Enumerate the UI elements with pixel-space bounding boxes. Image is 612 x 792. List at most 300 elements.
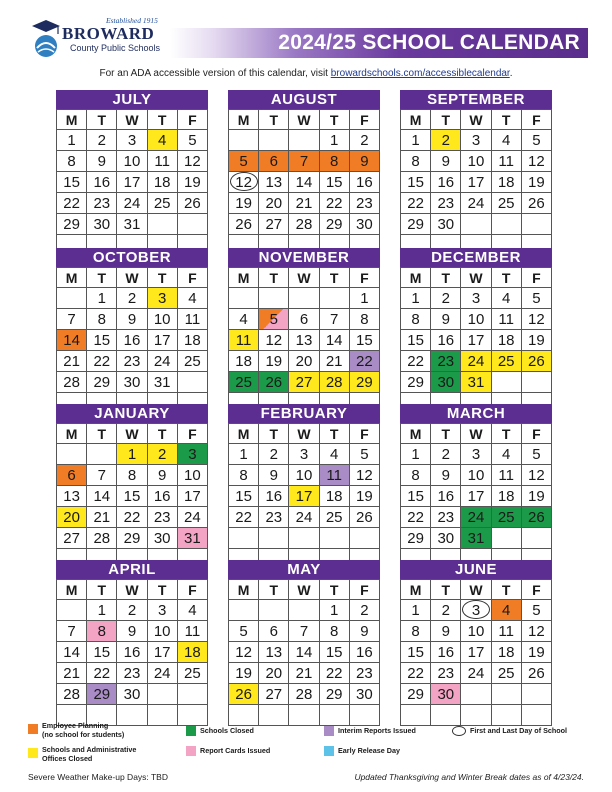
day-cell[interactable] [178,172,208,193]
day-cell[interactable] [259,444,289,465]
day-cell[interactable] [492,193,522,214]
day-cell[interactable] [178,288,208,309]
day-cell[interactable] [350,663,380,684]
day-cell[interactable] [259,684,289,705]
day-cell[interactable] [431,214,461,235]
day-cell[interactable] [320,642,350,663]
day-cell[interactable] [117,486,147,507]
day-cell[interactable] [117,288,147,309]
day-cell[interactable] [522,663,552,684]
day-cell[interactable] [117,130,147,151]
empty-cell [522,372,552,393]
day-cell[interactable] [57,351,87,372]
day-cell[interactable] [148,507,178,528]
day-cell[interactable] [401,151,431,172]
day-cell[interactable] [148,465,178,486]
day-cell[interactable] [117,621,147,642]
day-cell[interactable] [229,663,259,684]
day-cell[interactable] [57,309,87,330]
day-cell[interactable] [289,172,319,193]
day-cell[interactable] [87,130,117,151]
day-cell[interactable] [522,351,552,372]
day-cell[interactable] [320,600,350,621]
day-cell[interactable] [178,351,208,372]
day-cell[interactable] [229,330,259,351]
month-may [228,560,380,726]
day-cell[interactable] [401,172,431,193]
day-cell[interactable] [350,444,380,465]
day-cell[interactable] [117,151,147,172]
ada-tail: . [509,68,513,79]
day-cell[interactable] [117,528,147,549]
day-cell[interactable] [522,465,552,486]
day-cell[interactable] [148,172,178,193]
day-cell[interactable] [117,330,147,351]
day-cell[interactable] [461,507,491,528]
day-cell[interactable] [522,288,552,309]
day-cell[interactable] [148,372,178,393]
day-cell[interactable] [87,214,117,235]
day-number: 12 [528,623,545,640]
day-number: 15 [123,488,141,505]
day-cell[interactable] [461,172,491,193]
day-cell[interactable] [522,151,552,172]
day-cell[interactable] [57,684,87,705]
day-number: 16 [265,488,283,505]
day-cell[interactable] [401,214,431,235]
day-cell[interactable] [117,372,147,393]
day-cell[interactable] [492,507,522,528]
day-cell[interactable] [259,193,289,214]
day-cell[interactable] [87,172,117,193]
day-cell[interactable] [320,193,350,214]
day-cell[interactable] [259,621,289,642]
day-cell[interactable] [431,465,461,486]
day-cell[interactable] [401,351,431,372]
day-cell[interactable] [350,507,380,528]
day-cell[interactable] [229,642,259,663]
day-cell[interactable] [87,288,117,309]
day-cell[interactable] [431,600,461,621]
day-number: 28 [325,374,343,391]
day-cell[interactable] [259,172,289,193]
day-cell[interactable] [117,193,147,214]
day-cell[interactable] [350,684,380,705]
day-cell[interactable] [259,465,289,486]
day-cell[interactable] [259,642,289,663]
day-cell[interactable] [522,172,552,193]
day-cell[interactable] [401,288,431,309]
day-cell[interactable] [178,309,208,330]
day-cell[interactable] [229,486,259,507]
day-cell[interactable] [57,642,87,663]
day-cell[interactable] [431,151,461,172]
day-cell[interactable] [229,351,259,372]
day-cell[interactable] [350,600,380,621]
day-cell[interactable] [87,642,117,663]
day-cell[interactable] [461,642,491,663]
day-cell[interactable] [259,330,289,351]
day-cell[interactable] [431,172,461,193]
day-cell[interactable] [401,621,431,642]
day-number: 20 [265,195,283,212]
day-cell[interactable] [492,663,522,684]
day-cell[interactable] [522,130,552,151]
day-cell[interactable] [461,621,491,642]
day-cell[interactable] [178,151,208,172]
day-cell[interactable] [117,172,147,193]
day-number: 24 [467,195,485,212]
day-cell[interactable] [350,372,380,393]
day-number: 1 [411,602,420,619]
day-cell[interactable] [492,621,522,642]
day-cell[interactable] [259,351,289,372]
day-cell[interactable] [57,465,87,486]
day-cell[interactable] [522,621,552,642]
day-cell[interactable] [289,214,319,235]
day-cell[interactable] [57,372,87,393]
day-cell[interactable] [289,372,319,393]
day-cell[interactable] [148,288,178,309]
day-cell[interactable] [148,600,178,621]
day-cell[interactable] [320,507,350,528]
day-cell[interactable] [320,465,350,486]
day-cell[interactable] [87,486,117,507]
day-cell[interactable] [492,130,522,151]
day-cell[interactable] [492,444,522,465]
day-cell[interactable] [289,444,319,465]
day-cell[interactable] [229,507,259,528]
day-cell[interactable] [259,507,289,528]
day-cell[interactable] [492,600,522,621]
day-cell[interactable] [492,288,522,309]
day-cell[interactable] [289,151,319,172]
day-number: 26 [265,374,283,391]
day-cell[interactable] [148,642,178,663]
day-cell[interactable] [320,684,350,705]
day-cell[interactable] [461,288,491,309]
day-number: 23 [153,509,171,526]
day-cell[interactable] [320,351,350,372]
day-cell[interactable] [148,130,178,151]
day-cell[interactable] [350,309,380,330]
day-cell[interactable] [178,193,208,214]
day-cell[interactable] [492,309,522,330]
day-cell[interactable] [320,330,350,351]
day-cell[interactable] [350,172,380,193]
day-cell[interactable] [522,193,552,214]
day-number: 28 [63,686,80,703]
day-cell[interactable] [320,486,350,507]
day-number: 24 [467,509,485,526]
day-cell[interactable] [350,621,380,642]
day-cell[interactable] [259,486,289,507]
day-cell[interactable] [148,444,178,465]
day-number: 23 [437,195,455,212]
day-number: 15 [356,332,373,349]
day-cell[interactable] [492,151,522,172]
day-cell[interactable] [178,507,208,528]
day-cell[interactable] [148,309,178,330]
day-cell[interactable] [57,214,87,235]
day-cell[interactable] [320,444,350,465]
day-cell[interactable] [117,465,147,486]
day-cell[interactable] [431,330,461,351]
day-number: 21 [295,195,313,212]
day-cell[interactable] [461,444,491,465]
day-cell[interactable] [401,528,431,549]
day-cell[interactable] [117,663,147,684]
day-cell[interactable] [289,309,319,330]
broward-logo[interactable] [28,16,178,60]
day-cell[interactable] [148,151,178,172]
day-cell[interactable] [229,372,259,393]
day-cell[interactable] [401,507,431,528]
legend-employee-planning-label: Employee Planning [42,721,109,730]
day-cell[interactable] [401,444,431,465]
day-cell[interactable] [431,130,461,151]
day-cell[interactable] [320,309,350,330]
day-cell[interactable] [178,642,208,663]
day-cell[interactable] [350,465,380,486]
day-cell[interactable] [350,642,380,663]
day-cell[interactable] [431,663,461,684]
day-cell[interactable] [289,351,319,372]
day-cell[interactable] [117,600,147,621]
day-cell[interactable] [522,309,552,330]
day-cell[interactable] [401,309,431,330]
day-cell[interactable] [178,465,208,486]
day-cell[interactable] [320,214,350,235]
day-cell[interactable] [431,351,461,372]
day-cell[interactable] [229,151,259,172]
day-cell[interactable] [229,684,259,705]
day-cell[interactable] [401,663,431,684]
day-cell[interactable] [87,465,117,486]
day-cell[interactable] [259,151,289,172]
day-cell[interactable] [289,330,319,351]
day-cell[interactable] [461,663,491,684]
day-cell[interactable] [289,507,319,528]
day-cell[interactable] [350,351,380,372]
day-cell[interactable] [401,372,431,393]
day-cell[interactable] [117,309,147,330]
day-cell[interactable] [401,486,431,507]
day-cell[interactable] [178,663,208,684]
month-title: SEPTEMBER [400,90,552,109]
day-cell[interactable] [431,528,461,549]
day-cell[interactable] [320,621,350,642]
day-cell[interactable] [320,372,350,393]
accessible-calendar-link[interactable]: browardschools.com/accessiblecalendar [330,68,510,79]
day-cell[interactable] [57,528,87,549]
day-cell[interactable] [401,684,431,705]
day-cell[interactable] [178,528,208,549]
day-cell[interactable] [229,172,259,193]
day-cell[interactable] [522,600,552,621]
day-cell[interactable] [117,642,147,663]
day-cell[interactable] [289,465,319,486]
day-cell[interactable] [289,642,319,663]
day-number: 4 [188,602,197,619]
day-number: 10 [123,153,141,170]
day-cell[interactable] [87,193,117,214]
day-cell[interactable] [87,621,117,642]
day-cell[interactable] [148,663,178,684]
day-cell[interactable] [57,486,87,507]
day-cell[interactable] [431,193,461,214]
day-cell[interactable] [320,151,350,172]
day-cell[interactable] [461,151,491,172]
day-cell[interactable] [461,130,491,151]
day-cell[interactable] [57,663,87,684]
day-cell[interactable] [178,621,208,642]
day-cell[interactable] [522,507,552,528]
day-cell[interactable] [178,330,208,351]
day-cell[interactable] [522,642,552,663]
day-cell[interactable] [431,288,461,309]
day-cell[interactable] [431,621,461,642]
day-cell[interactable] [461,600,491,621]
day-cell[interactable] [117,444,147,465]
day-cell[interactable] [350,193,380,214]
day-number: 15 [93,332,111,349]
day-cell[interactable] [229,621,259,642]
day-number: 30 [437,530,455,547]
day-cell[interactable] [289,663,319,684]
day-cell[interactable] [431,684,461,705]
day-cell[interactable] [492,465,522,486]
day-cell[interactable] [350,288,380,309]
day-cell[interactable] [87,351,117,372]
day-cell[interactable] [87,372,117,393]
day-cell[interactable] [229,465,259,486]
day-cell[interactable] [57,507,87,528]
day-cell[interactable] [117,684,147,705]
day-number: 13 [265,644,283,661]
day-cell[interactable] [492,330,522,351]
day-cell[interactable] [461,528,491,549]
day-cell[interactable] [350,214,380,235]
day-cell[interactable] [461,465,491,486]
day-cell[interactable] [289,621,319,642]
day-cell[interactable] [178,130,208,151]
day-cell[interactable] [522,330,552,351]
day-cell[interactable] [148,528,178,549]
day-cell[interactable] [148,486,178,507]
day-cell[interactable] [431,444,461,465]
day-cell[interactable] [87,151,117,172]
day-cell[interactable] [401,130,431,151]
day-cell[interactable] [117,507,147,528]
day-cell[interactable] [350,151,380,172]
day-cell[interactable] [178,486,208,507]
day-cell[interactable] [431,507,461,528]
day-cell[interactable] [87,330,117,351]
day-cell[interactable] [57,330,87,351]
day-cell[interactable] [461,193,491,214]
day-cell[interactable] [229,444,259,465]
day-number: 12 [265,332,283,349]
day-cell[interactable] [492,351,522,372]
day-cell[interactable] [431,486,461,507]
day-cell[interactable] [461,309,491,330]
day-cell[interactable] [229,193,259,214]
month-title: JANUARY [56,404,208,423]
day-cell[interactable] [461,486,491,507]
day-cell[interactable] [350,330,380,351]
month-days-grid [400,109,552,256]
day-cell[interactable] [87,528,117,549]
day-cell[interactable] [401,330,431,351]
day-cell[interactable] [492,642,522,663]
day-cell[interactable] [57,193,87,214]
day-cell[interactable] [522,486,552,507]
day-cell[interactable] [289,486,319,507]
day-cell[interactable] [178,444,208,465]
day-cell[interactable] [401,642,431,663]
day-number: 22 [93,353,111,370]
day-cell[interactable] [320,130,350,151]
day-cell[interactable] [259,663,289,684]
day-cell[interactable] [350,486,380,507]
day-cell[interactable] [401,465,431,486]
day-cell[interactable] [461,351,491,372]
day-cell[interactable] [431,372,461,393]
day-cell[interactable] [229,309,259,330]
day-cell[interactable] [289,193,319,214]
day-number: 2 [97,132,106,149]
day-cell[interactable] [148,621,178,642]
day-cell[interactable] [57,151,87,172]
day-cell[interactable] [492,486,522,507]
day-cell[interactable] [57,172,87,193]
day-cell[interactable] [148,351,178,372]
day-cell[interactable] [87,600,117,621]
day-cell[interactable] [259,372,289,393]
day-cell[interactable] [289,684,319,705]
day-cell[interactable] [401,600,431,621]
day-cell[interactable] [320,663,350,684]
day-cell[interactable] [259,309,289,330]
day-cell[interactable] [57,621,87,642]
day-cell[interactable] [431,642,461,663]
day-cell[interactable] [461,330,491,351]
day-cell[interactable] [117,214,147,235]
day-cell[interactable] [87,507,117,528]
day-cell[interactable] [87,663,117,684]
day-cell[interactable] [461,372,491,393]
day-cell[interactable] [87,684,117,705]
day-cell[interactable] [178,600,208,621]
day-cell[interactable] [87,309,117,330]
day-cell[interactable] [117,351,147,372]
day-cell[interactable] [148,330,178,351]
day-cell[interactable] [57,130,87,151]
day-cell[interactable] [522,444,552,465]
ada-text: For an ADA accessible version of this calendar, visit [99,68,331,79]
day-cell[interactable] [259,214,289,235]
day-cell[interactable] [401,193,431,214]
day-number: 8 [330,153,339,170]
day-cell[interactable] [492,172,522,193]
day-cell[interactable] [350,130,380,151]
day-cell[interactable] [320,172,350,193]
day-number: 6 [269,153,278,170]
day-cell[interactable] [229,214,259,235]
day-cell[interactable] [148,193,178,214]
day-cell[interactable] [431,309,461,330]
